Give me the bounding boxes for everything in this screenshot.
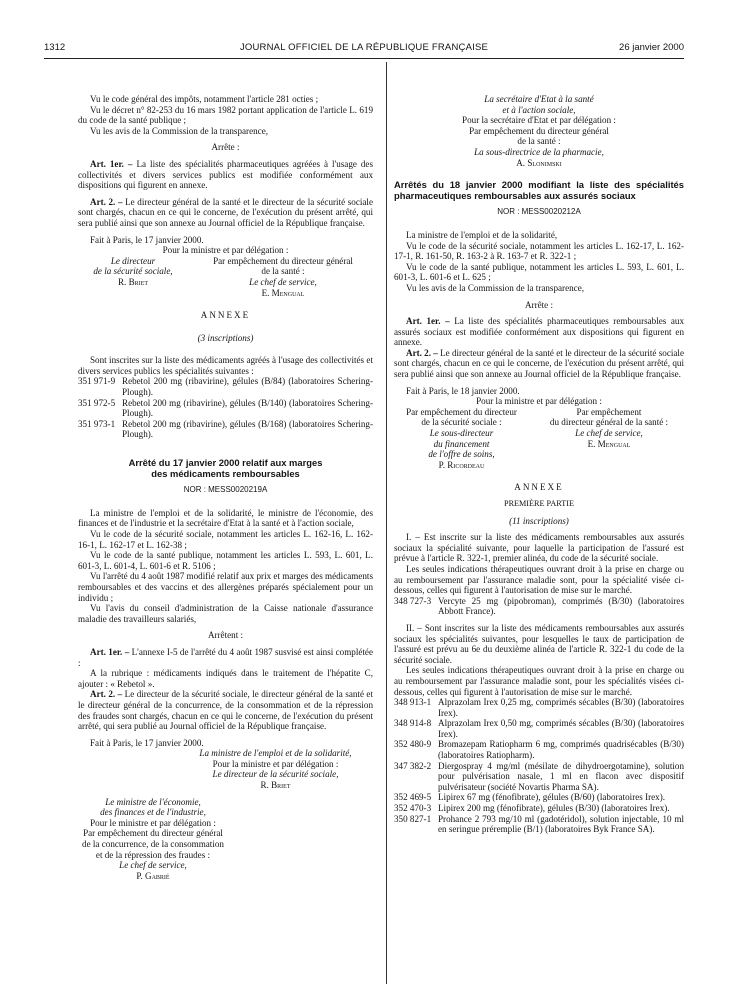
right-column: [394, 94, 684, 835]
inscriptions-count: (3 inscriptions): [197, 332, 254, 343]
signature-line: du directeur général de la santé :: [549, 417, 669, 428]
article-2: [78, 197, 373, 229]
signature-line: Par empêchement du directeur général: [469, 125, 609, 136]
decree-title-line-2: des médicaments remboursables: [151, 467, 300, 479]
visa-decret: Vu le décret n° 82-253 du 16 mars 1982 portant application de l'article L. 619 du code de la santé publique ;: [78, 104, 373, 126]
signature-name: P. Ricordeau: [438, 459, 485, 470]
inscriptions-count: (11 inscriptions): [509, 515, 569, 526]
signature-line: de la santé :: [517, 136, 561, 147]
article-1-text: La liste des spécialités pharmaceutiques agréées à l'usage des collectivités et divers services publics est modifiée conformément aux dispositions qui figurent en annexe.: [78, 158, 374, 191]
decree-title: Arrêtés du 18 janvier 2000 modifiant la liste des spécialités pharmaceutiques remboursables aux assurés sociaux: [394, 179, 684, 201]
item-code: 351 972-5: [78, 397, 116, 408]
annexe-heading: ANNEXE: [514, 482, 564, 493]
article-2-label: Art. 2. –: [90, 196, 123, 207]
section-i-indications: Les seules indications thérapeutiques ouvrant droit à la prise en charge ou au remboursement par l'assurance maladie sont, pour la spécialité visée ci-dessous, celles qui figurent à l'autorisation de mise sur le marché.: [394, 563, 684, 596]
article-2-text: Le directeur général de la santé et le directeur de la sécurité sociale sont chargés, chacun en ce qui le concerne, de l'exécution du présent arrêté, qui sera publié ainsi que son annexe au Journal officiel de la République française.: [394, 347, 684, 380]
signature-line: de la sécurité sociale :: [421, 417, 502, 428]
fait-date: Fait à Paris, le 17 janvier 2000.: [90, 234, 204, 245]
item-code: 352 469-5: [394, 792, 432, 803]
sig-left-title-2: de la sécurité sociale,: [93, 266, 173, 277]
signature-name: A. Slonimski: [516, 157, 562, 168]
list-item: [394, 792, 684, 803]
signature-line: et à l'action sociale,: [502, 104, 576, 115]
sig-right-line-2: de la santé :: [261, 266, 305, 277]
item-code: 347 382-2: [394, 760, 432, 771]
sig-right-title: Le chef de service,: [249, 276, 317, 287]
item-text: Vercyte 25 mg (pipobroman), comprimés (B/30) (laboratoires Abbott France).: [438, 595, 684, 617]
signature-ministre-emploi: [178, 748, 373, 790]
item-text: Diergospray 4 mg/ml (mésilate de dihydroergotamine), solution pour pulvérisation nasale, 1 ml en flacon avec dispositif pulvérisateur (société Novartis Pharma SA).: [438, 760, 684, 792]
decree-article-2-label: Art. 2. –: [90, 689, 123, 700]
article-1: [394, 316, 684, 348]
visa-avis: Vu les avis de la Commission de la transparence,: [90, 125, 268, 136]
item-code: 351 971-9: [78, 376, 116, 387]
article-1: [78, 159, 373, 191]
item-code: 348 914-8: [394, 718, 432, 729]
list-item: [394, 761, 684, 793]
sig-right-name: E. Mengual: [261, 287, 305, 298]
list-item: [394, 718, 684, 739]
page-header: [44, 40, 684, 56]
visa-arrete: Vu l'arrêté du 4 août 1987 modifié relatif aux prix et marges des médicaments remboursables et des vaccins et des allergènes préparés spécialement pour un individu ;: [78, 571, 373, 603]
article-2-label: Art. 2. –: [406, 347, 438, 358]
decree-preamble: La ministre de l'emploi et de la solidarité,: [406, 229, 558, 240]
signature-line: Pour la secrétaire d'Etat et par délégation :: [462, 115, 616, 126]
visa-cnam: Vu l'avis du conseil d'administration de la Caisse nationale d'assurance maladie des travailleurs salariés,: [78, 603, 373, 624]
list-item: [394, 803, 684, 814]
list-item: [394, 596, 684, 617]
list-item: [394, 697, 684, 718]
decree-title-line-1: Arrêté du 17 janvier 2000 relatif aux marges: [128, 457, 323, 469]
visa-csp: Vu le code de la santé publique, notamment les articles L. 593, L. 601, L. 601-3, L. 601-4, L. 601-6 et R. 5106 ;: [78, 550, 373, 571]
signature-name: R. Briet: [260, 780, 291, 791]
visa-avis: Vu les avis de la Commission de la transparence,: [406, 282, 584, 293]
left-column: [78, 94, 373, 881]
article-1-label: Art. 1er. –: [90, 158, 133, 169]
list-item: [78, 398, 373, 419]
fait-date: Fait à Paris, le 18 janvier 2000.: [406, 385, 520, 396]
section-ii-indications: Les seules indications thérapeutiques ouvrant droit à la prise en charge ou au remboursement par l'assurance maladie sont, pour les spécialités visées ci-dessous, celles qui figurent à l'autorisation de mise sur le marché.: [394, 665, 684, 697]
visa-impots: Vu le code général des impôts, notamment l'article 281 octies ;: [90, 94, 319, 104]
list-item: [394, 739, 684, 760]
signature-line: Pour la ministre et par délégation :: [212, 758, 339, 769]
visa-csp: Vu le code de la santé publique, notamment les articles L. 593, L. 601, L. 601-3, L. 601-6 et L. 625 ;: [394, 261, 684, 283]
signature-line: Par empêchement du directeur: [406, 406, 517, 417]
item-text: Prohance 2 793 mg/10 ml (gadotéridol), solution injectable, 10 ml en seringue préremplie (B/1) (laboratoires Byk France SA).: [438, 813, 684, 835]
section-ii-text: II. – Sont inscrites sur la liste des médicaments remboursables aux assurés sociaux les spécialités suivantes, pour lesquelles le taux de participation de l'assuré est prévu au 6e du deuxième alinéa de l'article R. 322-1 du code de la sécurité sociale.: [394, 622, 684, 665]
signature-line: La sous-directrice de la pharmacie,: [474, 146, 604, 157]
signature-ministre-economie: [78, 797, 228, 882]
signature-line: des finances et de l'industrie,: [100, 807, 206, 818]
decree-article-1-text: L'annexe I-5 de l'arrêté du 4 août 1987 susvisé est ainsi complétée :: [78, 646, 374, 668]
journal-title: JOURNAL OFFICIEL DE LA RÉPUBLIQUE FRANÇAISE: [239, 42, 489, 53]
signature-line: Le ministre de l'économie,: [105, 796, 201, 807]
list-item: [78, 419, 373, 440]
signature-line: La ministre de l'emploi et de la solidarité,: [199, 748, 352, 759]
signature-block: [78, 256, 373, 298]
sig-left-name: R. Briet: [117, 276, 148, 287]
decree-preamble: La ministre de l'emploi et de la solidarité, le ministre de l'économie, des finances et de l'industrie et la secrétaire d'Etat à la santé et à l'action sociale,: [78, 507, 373, 529]
item-text: Alprazolam Irex 0,25 mg, comprimés sécables (B/30) (laboratoires Irex).: [438, 697, 684, 718]
list-item: [394, 814, 684, 835]
annexe-heading: ANNEXE: [200, 310, 251, 321]
article-2: [394, 348, 684, 380]
rubrique-text: A la rubrique : médicaments indiqués dans le traitement de l'hépatite C, ajouter : « Rebetol ».: [78, 668, 373, 689]
item-text: Rebetol 200 mg (ribavirine), gélules (B/140) (laboratoires Schering-Plough).: [122, 397, 373, 419]
signature-line: et de la répression des fraudes :: [95, 849, 211, 860]
item-text: Lipirex 67 mg (fénofibrate), gélules (B/60) (laboratoires Irex).: [438, 792, 666, 803]
column-separator: [386, 62, 387, 984]
item-code: 351 973-1: [78, 418, 116, 429]
signature-name: E. Mengual: [587, 438, 631, 449]
signature-line: Pour le ministre et par délégation :: [90, 817, 216, 828]
signature-line: Le sous-directeur: [429, 428, 494, 439]
annexe-intro: Sont inscrites sur la liste des médicaments agréés à l'usage des collectivités et divers services publics les spécialités suivantes :: [78, 355, 373, 376]
item-code: 348 727-3: [394, 595, 432, 606]
signature-block: [394, 407, 684, 471]
item-text: Rebetol 200 mg (ribavirine), gélules (B/168) (laboratoires Schering-Plough).: [122, 418, 373, 440]
signature-line: Par empêchement: [576, 406, 642, 417]
sig-left-title: Le directeur: [110, 255, 156, 266]
decree-article-2-text: Le directeur de la sécurité sociale, le directeur général de la santé et le directeur général de la concurrence, de la consommation et de la répression des fraudes sont chargés, chacun en ce qui le concerne, de l'exécution du présent arrêté, qui sera publié au Journal officiel de la République française.: [78, 689, 373, 732]
decree-fait-date: Fait à Paris, le 17 janvier 2000.: [90, 737, 204, 748]
arrete-label: Arrête :: [524, 299, 554, 310]
article-1-text: La liste des spécialités pharmaceutiques remboursables aux assurés sociaux est modifiée conformément aux dispositions qui figurent en annexe.: [394, 316, 685, 348]
nor-reference: NOR : MESS0020212A: [497, 207, 581, 217]
issue-date: 26 janvier 2000: [619, 42, 684, 53]
nor-reference: NOR : MESS0020219A: [183, 485, 268, 495]
arrete-label: Arrête :: [211, 142, 240, 153]
signature-line: Le chef de service,: [575, 428, 643, 439]
delegation-line: Pour la ministre et par délégation :: [162, 245, 289, 256]
visa-css: Vu le code de la sécurité sociale, notamment les articles L. 162-16, L. 162-16-1, L. 162-17 et L. 162-38 ;: [78, 529, 373, 550]
item-code: 350 827-1: [394, 813, 432, 824]
signature-line: Le chef de service,: [119, 860, 187, 871]
item-text: Alprazolam Irex 0,50 mg, comprimés sécables (B/30) (laboratoires Irex).: [438, 718, 684, 739]
signature-line: du financement: [433, 438, 490, 449]
signature-name: P. Gabrié: [136, 870, 170, 881]
list-item: [78, 376, 373, 397]
item-code: 352 480-9: [394, 739, 432, 750]
decree-article-2: [78, 689, 373, 731]
decree-article-1: [78, 647, 373, 668]
signature-line: de l'offre de soins,: [428, 449, 495, 460]
signature-line: de la concurrence, de la consommation: [82, 839, 224, 850]
item-code: 352 470-3: [394, 803, 432, 814]
decree-article-1-label: Art. 1er. –: [90, 646, 130, 657]
partie-heading: PREMIÈRE PARTIE: [504, 499, 574, 508]
item-code: 348 913-1: [394, 697, 432, 708]
signature-secretaire: [394, 94, 684, 168]
item-text: Bromazepam Ratiopharm 6 mg, comprimés quadrisécables (B/30) (laboratoires Ratiopharm).: [438, 739, 684, 761]
visa-css: Vu le code de la sécurité sociale, notamment les articles L. 162-17, L. 162-17-1, R. 161-50, R. 163-2 à R. 163-7 et R. 322-1 ;: [394, 240, 684, 262]
signature-line: La secrétaire d'Etat à la santé: [484, 94, 594, 104]
item-text: Lipirex 200 mg (fénofibrate), gélules (B/30) (laboratoires Irex).: [438, 803, 670, 814]
arretent-label: Arrêtent :: [207, 630, 244, 641]
header-rule: [44, 58, 684, 59]
article-2-text: Le directeur général de la santé et le directeur de la sécurité sociale sont chargés, chacun en ce qui le concerne, de l'exécution du présent arrêté, qui sera publié ainsi que son annexe au Journal officiel de la République française.: [78, 196, 373, 228]
sig-right-line-1: Par empêchement du directeur général: [213, 255, 353, 266]
signature-line: Le directeur de la sécurité sociale,: [212, 769, 339, 780]
delegation-line: Pour la ministre et par délégation :: [476, 396, 602, 407]
section-i-text: I. – Est inscrite sur la liste des médicaments remboursables aux assurés sociaux la spécialité suivante, pour laquelle la participation de l'assuré est prévue à l'article R. 322-1, premier alinéa, du code de la sécurité sociale.: [394, 532, 684, 564]
signature-line: Par empêchement du directeur général: [83, 828, 223, 839]
item-text: Rebetol 200 mg (ribavirine), gélules (B/84) (laboratoires Schering-Plough).: [122, 376, 373, 398]
article-1-label: Art. 1er. –: [406, 316, 450, 327]
page-number: 1312: [44, 42, 66, 53]
